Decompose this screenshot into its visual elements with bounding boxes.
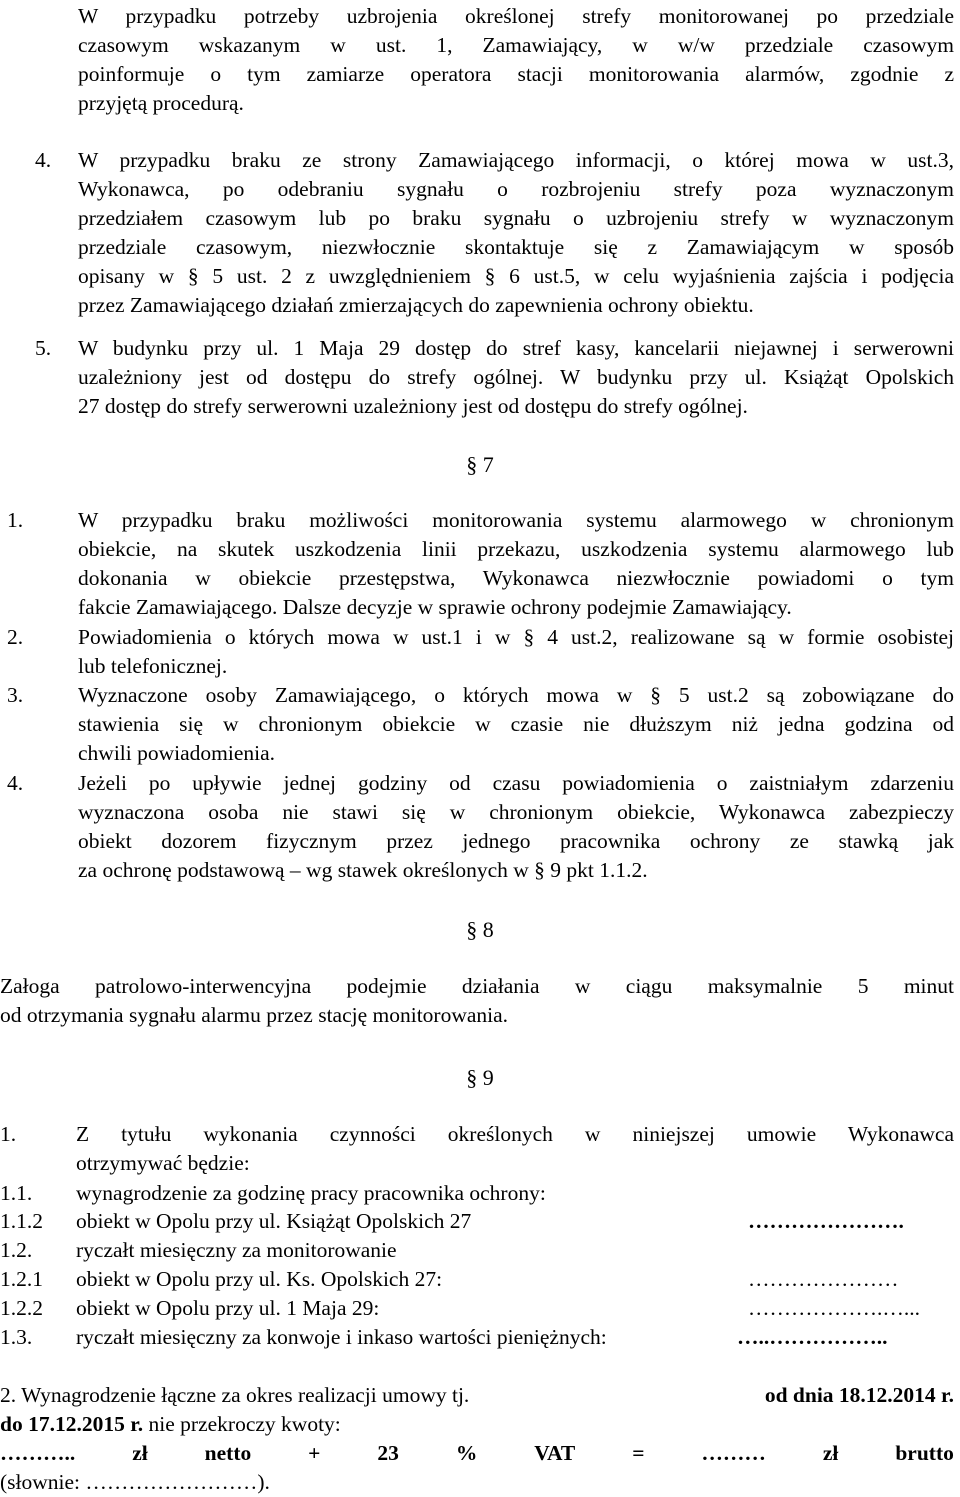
- amount-token: netto: [204, 1441, 252, 1465]
- list-item-number: 1.2.1: [0, 1267, 43, 1291]
- text-line: Załoga patrolowo-interwencyjna podejmie działania w ciągu maksymalnie 5 minut: [0, 974, 954, 998]
- item-number: 1.: [7, 508, 24, 532]
- text-line: chwili powiadomienia.: [78, 741, 276, 765]
- amount-line: [0, 1439, 954, 1468]
- list-item: obiekt w Opolu przy ul. Książąt Opolskich 27: [76, 1209, 472, 1233]
- text-line: przyjętą procedurą.: [78, 91, 244, 115]
- amount-placeholder: ………………….: [748, 1209, 904, 1233]
- text-line: stawienia się w chronionym obiekcie w czasie nie dłuższym niż jedna godzina od: [78, 712, 954, 736]
- text-line: dokonania w obiekcie przestępstwa, Wykonawca niezwłocznie powiadomi o tym: [78, 566, 954, 590]
- text-line: W przypadku braku ze strony Zamawiającego informacji, o której mowa w ust.3,: [78, 148, 954, 172]
- text-line: poinformuje o tym zamiarze operatora stacji monitorowania alarmów, zgodnie z: [78, 62, 954, 86]
- s7-item-3: [78, 681, 954, 768]
- item-number: 4.: [7, 771, 24, 795]
- list-item-number: 1.1.2: [0, 1209, 43, 1233]
- item-number: 2.: [7, 625, 24, 649]
- text-line: W budynku przy ul. 1 Maja 29 dostęp do stref kasy, kancelarii niejawnej i serwerowni: [78, 336, 954, 360]
- item-5-paragraph: [78, 334, 954, 421]
- list-item: ryczałt miesięczny za monitorowanie: [76, 1238, 397, 1262]
- text-line: opisany w § 5 ust. 2 z uwzględnieniem § 6 ust.5, w celu wyjaśnienia zajścia i podjęcia: [78, 264, 954, 288]
- text-line: Z tytułu wykonania czynności określonych w niniejszej umowie Wykonawca: [76, 1122, 954, 1146]
- amount-token: %: [455, 1441, 478, 1465]
- s9-item-2: [0, 1381, 954, 1497]
- amount-placeholder: ……………….…...: [748, 1296, 920, 1320]
- period-start: od dnia 18.12.2014 r.: [764, 1383, 954, 1407]
- list-item-number: 1.2.: [0, 1238, 33, 1262]
- text-line: Powiadomienia o których mowa w ust.1 i w § 4 ust.2, realizowane są w formie osobistej: [78, 625, 954, 649]
- text-line: obiekt dozorem fizycznym przez jednego pracownika ochrony ze stawką jak: [78, 829, 954, 853]
- text-line: [0, 1410, 954, 1439]
- text-line: przez Zamawiającego działań zmierzających do zapewnienia ochrony obiektu.: [78, 293, 754, 317]
- amount-token: ………..: [0, 1441, 76, 1465]
- text-line: W przypadku braku możliwości monitorowania systemu alarmowego w chronionym: [78, 508, 954, 532]
- amount-token: zł: [132, 1441, 148, 1465]
- section-heading: § 9: [466, 1065, 494, 1090]
- text-line: wyznaczona osoba nie stawi się w chronionym obiekcie, Wykonawca zabezpieczy: [78, 800, 954, 824]
- text-line: za ochronę podstawową – wg stawek określonych w § 9 pkt 1.1.2.: [78, 858, 648, 882]
- remuneration-text: 2. Wynagrodzenie łączne za okres realizacji umowy tj.: [0, 1383, 470, 1407]
- limit-text: nie przekroczy kwoty:: [148, 1412, 341, 1436]
- text-line: 27 dostęp do strefy serwerowni uzależniony jest od dostępu do strefy ogólnej.: [78, 394, 748, 418]
- amount-in-words: (słownie: ……………………).: [0, 1470, 270, 1494]
- item-number: 4.: [35, 148, 52, 172]
- amount-placeholder: …………………: [748, 1267, 899, 1291]
- list-item: ryczałt miesięczny za konwoje i inkaso wartości pieniężnych:: [76, 1325, 607, 1349]
- text-line: W przypadku potrzeby uzbrojenia określonej strefy monitorowanej po przedziale: [78, 4, 954, 28]
- amount-token: =: [632, 1441, 645, 1465]
- list-item-number: 1.2.2: [0, 1296, 43, 1320]
- amount-token: VAT: [534, 1441, 576, 1465]
- list-item: obiekt w Opolu przy ul. Ks. Opolskich 27:: [76, 1267, 443, 1291]
- text-line: lub telefonicznej.: [78, 654, 228, 678]
- list-item-number: 1.1.: [0, 1181, 33, 1205]
- section-heading: § 8: [466, 917, 494, 942]
- paragraph-continuation: [78, 2, 954, 118]
- text-line: Wykonawca, po odebraniu sygnału o rozbrojeniu strefy poza wyznaczonym: [78, 177, 954, 201]
- amount-placeholder: …..……………..: [737, 1325, 888, 1349]
- text-line: otrzymywać będzie:: [76, 1151, 250, 1175]
- text-line: [0, 1381, 954, 1410]
- text-line: od otrzymania sygnału alarmu przez stację monitorowania.: [0, 1003, 509, 1027]
- item-number: 1.: [0, 1122, 17, 1146]
- text-line: czasowym wskazanym w ust. 1, Zamawiający, w w/w przedziale czasowym: [78, 33, 954, 57]
- list-item-number: 1.3.: [0, 1325, 33, 1349]
- s7-item-4: [78, 769, 954, 885]
- item-4-paragraph: [78, 146, 954, 320]
- amount-token: brutto: [895, 1441, 954, 1465]
- text-line: obiekcie, na skutek uszkodzenia linii przekazu, uszkodzenia systemu alarmowego lub: [78, 537, 954, 561]
- amount-token: +: [308, 1441, 321, 1465]
- amount-token: 23: [377, 1441, 399, 1465]
- text-line: przedziale czasowym, niezwłocznie skontaktuje się z Zamawiającym w sposób: [78, 235, 954, 259]
- s7-item-2: [78, 623, 954, 681]
- text-line: Jeżeli po upływie jednej godziny od czasu powiadomienia o zaistniałym zdarzeniu: [78, 771, 954, 795]
- text-line: fakcie Zamawiającego. Dalsze decyzje w sprawie ochrony podejmie Zamawiający.: [78, 595, 792, 619]
- period-end: do 17.12.2015 r.: [0, 1412, 144, 1436]
- item-number: 3.: [7, 683, 24, 707]
- section-heading: § 7: [466, 452, 494, 477]
- list-item: obiekt w Opolu przy ul. 1 Maja 29:: [76, 1296, 380, 1320]
- list-item: wynagrodzenie za godzinę pracy pracownika ochrony:: [76, 1181, 546, 1205]
- s9-item-1: [76, 1120, 954, 1178]
- text-line: przedziałem czasowym lub po braku sygnału o uzbrojeniu strefy w wyznaczonym: [78, 206, 954, 230]
- text-line: Wyznaczone osoby Zamawiającego, o których mowa w § 5 ust.2 są zobowiązane do: [78, 683, 954, 707]
- s7-item-1: [78, 506, 954, 622]
- s8-paragraph: [0, 972, 954, 1030]
- item-number: 5.: [35, 336, 52, 360]
- amount-token: zł: [822, 1441, 839, 1465]
- text-line: uzależniony jest od dostępu do strefy ogólnej. W budynku przy ul. Książąt Opolskich: [78, 365, 954, 389]
- amount-token: ………: [701, 1441, 766, 1465]
